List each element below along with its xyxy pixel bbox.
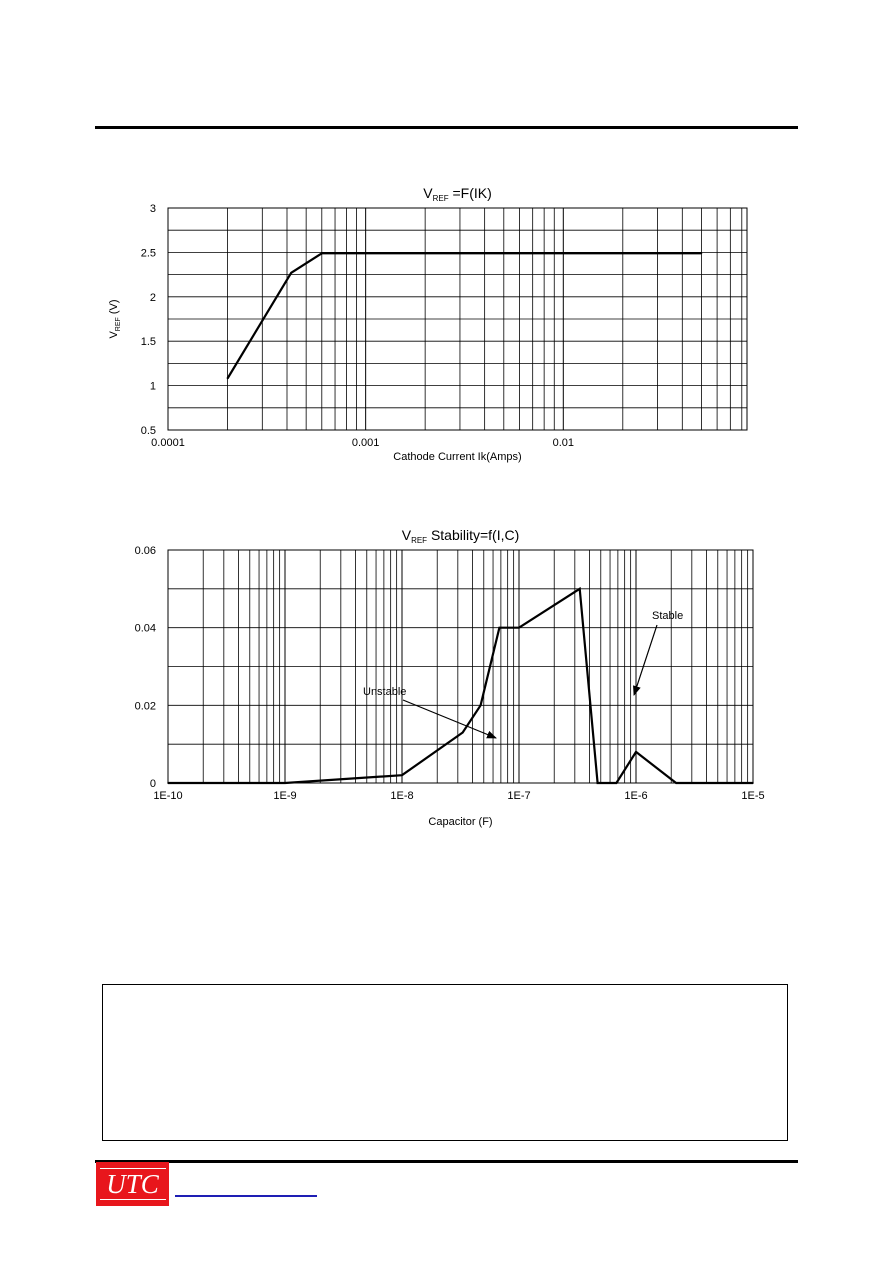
y-tick-label: 1.5 xyxy=(140,336,156,349)
annotation-unstable: Unstable xyxy=(363,686,407,698)
data-point xyxy=(401,774,403,776)
y-tick-label: 2 xyxy=(149,291,156,304)
footer-rule xyxy=(95,1160,798,1163)
x-axis-label: Capacitor (F) xyxy=(428,816,493,828)
data-point xyxy=(675,782,677,784)
annotation-stable: Stable xyxy=(652,610,684,622)
data-point xyxy=(321,252,323,254)
x-tick-label: 0.01 xyxy=(552,437,575,449)
y-tick-label: 0 xyxy=(149,778,156,790)
x-tick-label: 1E-5 xyxy=(741,790,765,802)
chart-title: $V_{REF} =F(IK)$ xyxy=(423,185,492,203)
footer-link-underline[interactable] xyxy=(175,1195,317,1197)
data-point xyxy=(284,782,286,784)
data-point xyxy=(227,378,229,380)
data-point xyxy=(499,627,501,629)
data-point xyxy=(167,782,169,784)
y-tick-label: 0.04 xyxy=(134,622,156,635)
y-tick-label: 0.02 xyxy=(134,700,156,713)
vref-stability-chart xyxy=(0,505,892,845)
x-axis-label: Cathode Current Ik(Amps) xyxy=(393,451,522,463)
data-point xyxy=(518,627,520,629)
data-point xyxy=(752,782,754,784)
x-tick-label: 0.001 xyxy=(351,437,380,449)
annotation-stable-arrow xyxy=(634,625,657,695)
data-point xyxy=(616,782,618,784)
x-tick-label: 1E-8 xyxy=(390,790,414,802)
series-line xyxy=(228,253,702,378)
y-tick-label: 1 xyxy=(149,380,156,393)
data-point xyxy=(597,782,599,784)
y-axis-label: $V_{REF}$ (V) xyxy=(108,299,122,339)
data-point xyxy=(579,588,581,590)
utc-logo xyxy=(96,1162,169,1206)
vref-vs-ik-chart xyxy=(0,170,892,470)
x-tick-label: 1E-9 xyxy=(273,790,297,802)
logo-text: UTC xyxy=(106,1168,159,1199)
x-tick-label: 1E-7 xyxy=(507,790,531,802)
x-tick-label: 1E-6 xyxy=(624,790,648,802)
data-point xyxy=(701,252,703,254)
x-tick-label: 1E-10 xyxy=(153,790,183,802)
note-box xyxy=(102,984,788,1141)
data-point xyxy=(480,705,482,707)
chart-title: $V_{REF}$ Stability=f(I,C) xyxy=(401,527,520,545)
data-point xyxy=(290,272,292,274)
x-tick-label: 0.0001 xyxy=(151,437,185,449)
y-tick-label: 2.5 xyxy=(140,247,156,260)
y-tick-label: 0.5 xyxy=(140,425,156,437)
data-point xyxy=(635,751,637,753)
y-tick-label: 0.06 xyxy=(134,545,156,557)
data-point xyxy=(462,732,464,734)
y-tick-label: 3 xyxy=(149,203,156,215)
header-rule xyxy=(95,126,798,129)
